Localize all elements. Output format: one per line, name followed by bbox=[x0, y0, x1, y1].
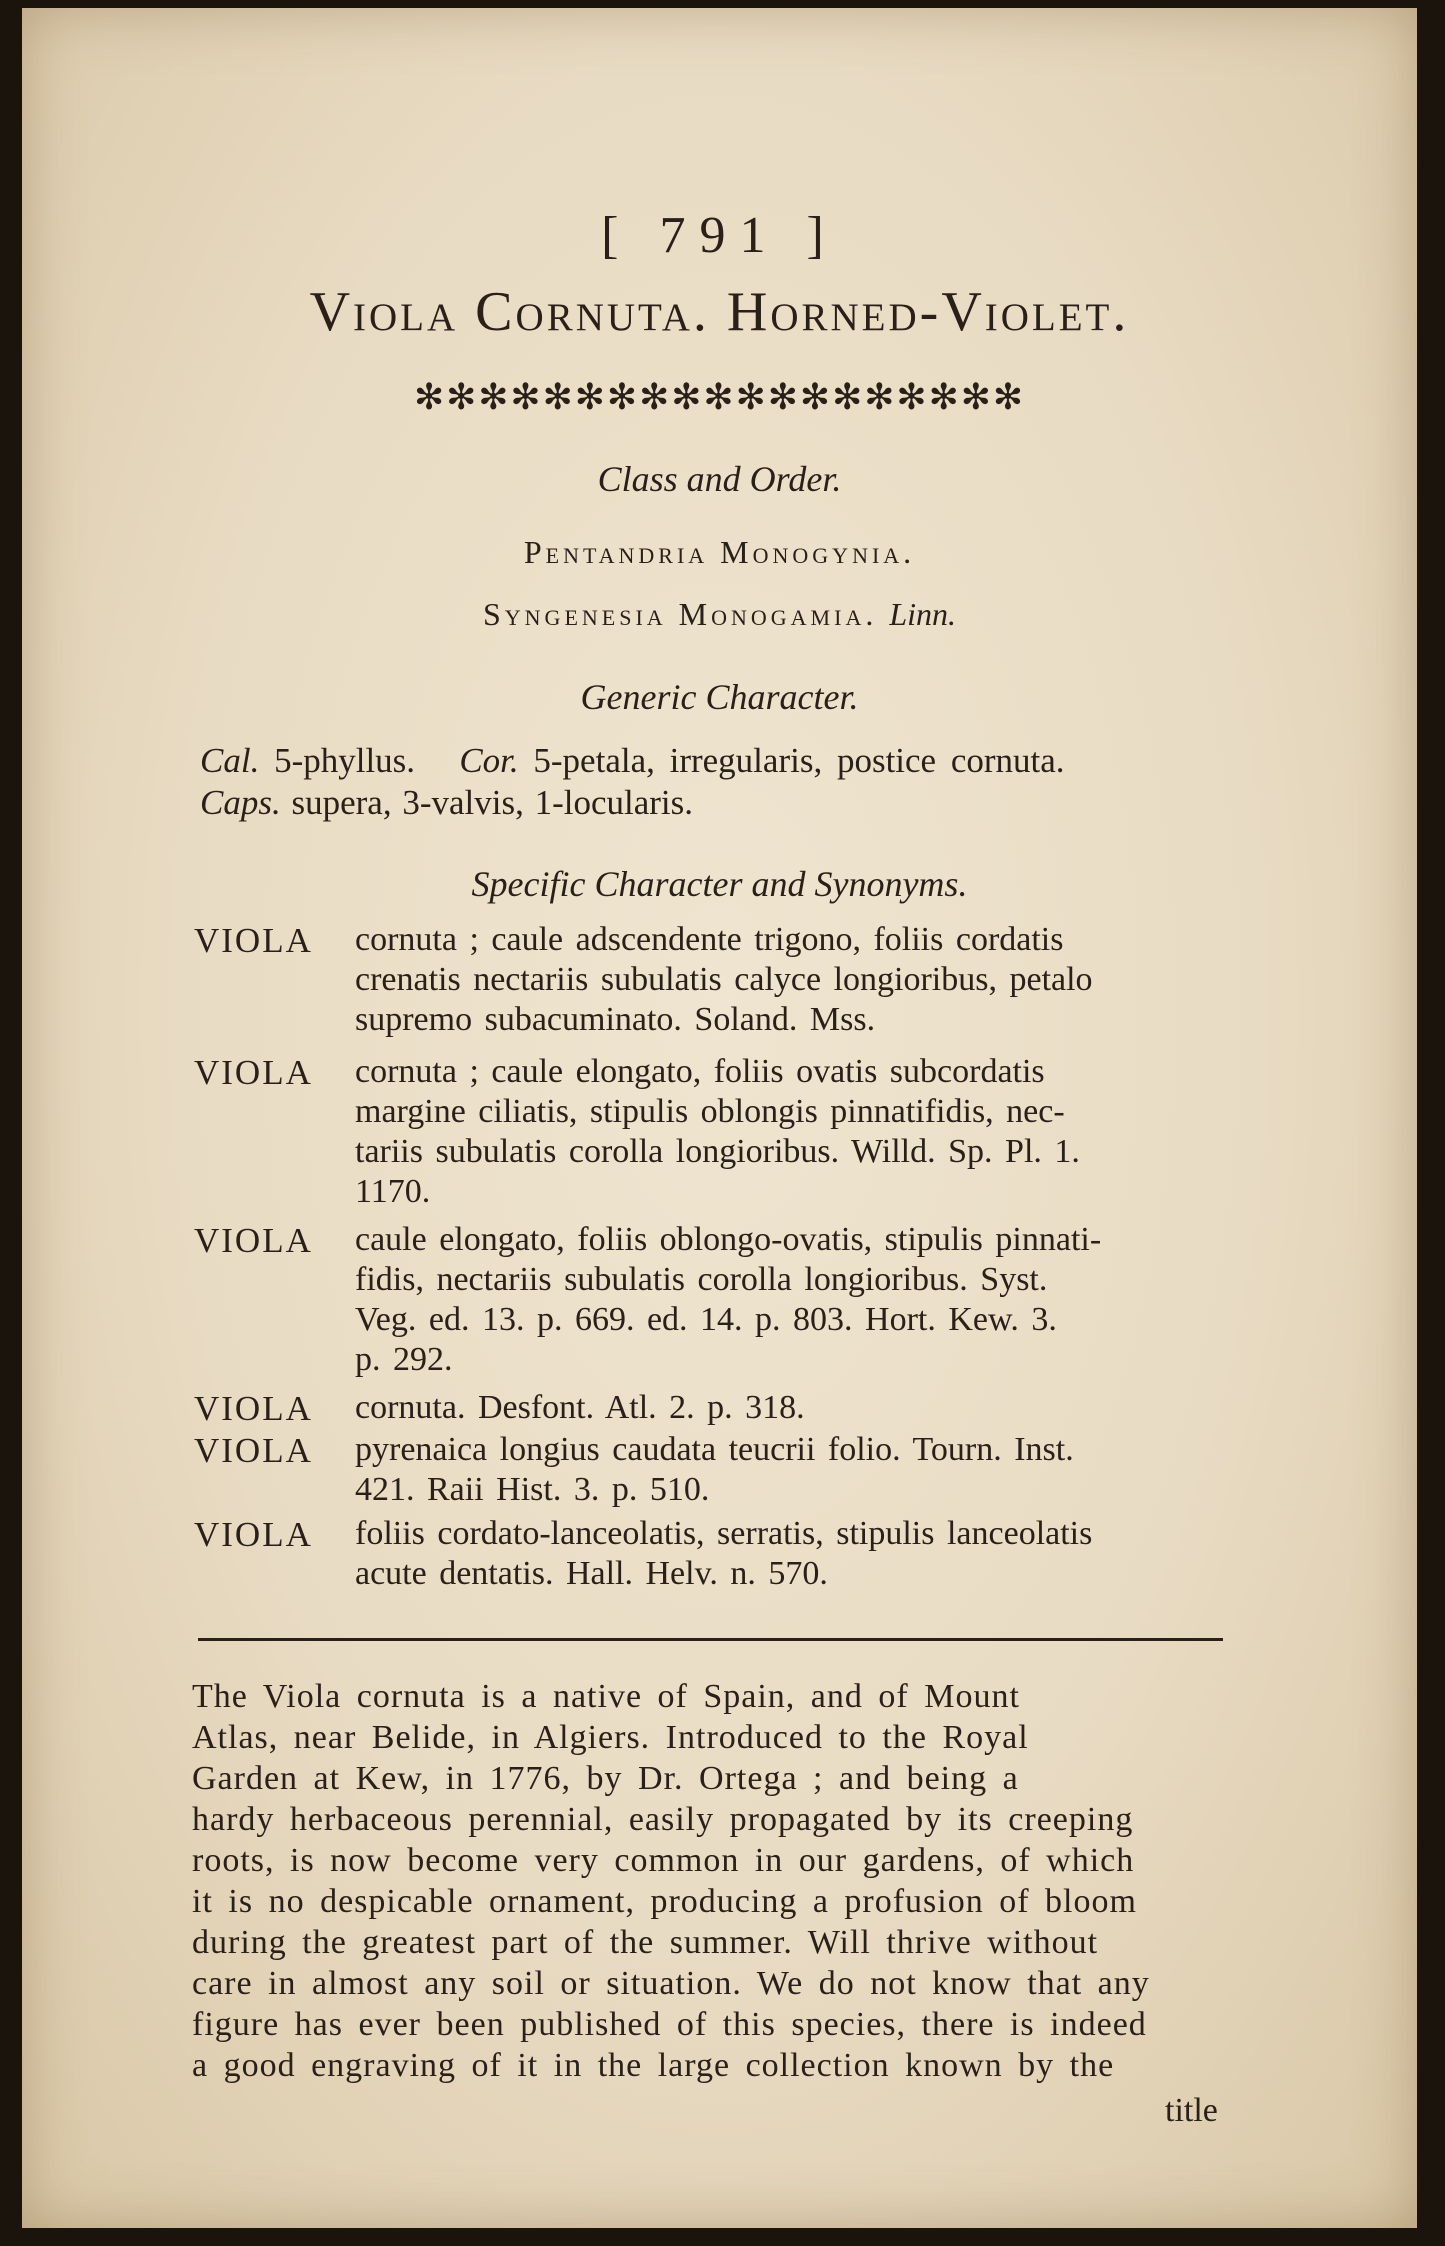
synonym-line: supremo subacuminato. Soland. Mss. bbox=[355, 1001, 876, 1038]
synonym-label: VIOLA bbox=[194, 1515, 313, 1554]
synonym-line: cornuta. Desfont. Atl. 2. p. 318. bbox=[355, 1389, 805, 1426]
body-line: it is no despicable ornament, producing a profusion of bloom bbox=[192, 1883, 1137, 1920]
synonym-line: foliis cordato-lanceolatis, serratis, stipulis lanceolatis bbox=[355, 1515, 1093, 1552]
class-line-1: Pentandria Monogynia. bbox=[523, 534, 916, 570]
generic-cor-text: 5-petala, irregularis, postice cornuta. bbox=[518, 741, 1065, 780]
synonym-line: tariis subulatis corolla longioribus. Willd. Sp. Pl. 1. bbox=[355, 1133, 1080, 1170]
class-line-2-main: Syngenesia Monogamia. bbox=[482, 596, 878, 632]
body-line: care in almost any soil or situation. We do not know that any bbox=[192, 1965, 1150, 2002]
body-line: figure has ever been published of this species, there is indeed bbox=[192, 2006, 1147, 2043]
class-order-heading: Class and Order. bbox=[597, 459, 842, 499]
book-page bbox=[22, 8, 1417, 2228]
ornament-divider: ✻✻✻✻✻✻✻✻✻✻✻✻✻✻✻✻✻✻✻ bbox=[413, 377, 1026, 417]
specific-heading: Specific Character and Synonyms. bbox=[471, 864, 968, 904]
section-rule bbox=[198, 1638, 1223, 1641]
synonym-label: VIOLA bbox=[194, 1053, 313, 1092]
synonym-line: Veg. ed. 13. p. 669. ed. 14. p. 803. Hort. Kew. 3. bbox=[355, 1301, 1057, 1338]
body-line: Atlas, near Belide, in Algiers. Introduced to the Royal bbox=[192, 1719, 1029, 1756]
generic-cor: Cor. bbox=[459, 741, 519, 780]
generic-line-1 bbox=[200, 741, 1065, 781]
synonym-label: VIOLA bbox=[194, 1389, 313, 1428]
synonym-line: pyrenaica longius caudata teucrii folio. Tourn. Inst. bbox=[355, 1431, 1074, 1468]
synonym-line: fidis, nectariis subulatis corolla longioribus. Syst. bbox=[355, 1261, 1048, 1298]
synonym-line: cornuta ; caule adscendente trigono, foliis cordatis bbox=[355, 921, 1064, 958]
body-line: The Viola cornuta is a native of Spain, and of Mount bbox=[192, 1678, 1020, 1715]
generic-caps-text: supera, 3-valvis, 1-locularis. bbox=[280, 783, 693, 822]
synonym-label: VIOLA bbox=[194, 1221, 313, 1260]
body-line: during the greatest part of the summer. Will thrive without bbox=[192, 1924, 1099, 1961]
body-line: hardy herbaceous perennial, easily propagated by its creeping bbox=[192, 1801, 1134, 1838]
class-line-2-author: Linn. bbox=[889, 596, 957, 632]
synonym-line: 1170. bbox=[355, 1173, 431, 1210]
generic-caps: Caps. bbox=[200, 783, 281, 822]
generic-heading: Generic Character. bbox=[580, 677, 859, 717]
body-line: Garden at Kew, in 1776, by Dr. Ortega ; and being a bbox=[192, 1760, 1019, 1797]
synonym-line: p. 292. bbox=[355, 1341, 453, 1378]
synonym-label: VIOLA bbox=[194, 921, 313, 960]
generic-cal: Cal. bbox=[200, 741, 260, 780]
generic-cal-text: 5-phyllus. bbox=[259, 741, 416, 780]
synonym-line: caule elongato, foliis oblongo-ovatis, stipulis pinnati- bbox=[355, 1221, 1102, 1258]
body-line: a good engraving of it in the large collection known by the bbox=[192, 2047, 1115, 2084]
generic-line-2 bbox=[200, 783, 693, 823]
synonym-line: cornuta ; caule elongato, foliis ovatis subcordatis bbox=[355, 1053, 1045, 1090]
body-line: roots, is now become very common in our gardens, of which bbox=[192, 1842, 1135, 1879]
synonym-line: 421. Raii Hist. 3. p. 510. bbox=[355, 1471, 710, 1508]
synonym-line: crenatis nectariis subulatis calyce longioribus, petalo bbox=[355, 961, 1093, 998]
page-title: Viola Cornuta. Horned-Violet. bbox=[309, 281, 1130, 343]
synonym-line: margine ciliatis, stipulis oblongis pinnatifidis, nec- bbox=[355, 1093, 1065, 1130]
catchword: title bbox=[1165, 2092, 1218, 2129]
synonym-label: VIOLA bbox=[194, 1431, 313, 1470]
page-number: [ 791 ] bbox=[601, 207, 838, 264]
class-line-2 bbox=[22, 596, 1417, 633]
synonym-line: acute dentatis. Hall. Helv. n. 570. bbox=[355, 1555, 828, 1592]
